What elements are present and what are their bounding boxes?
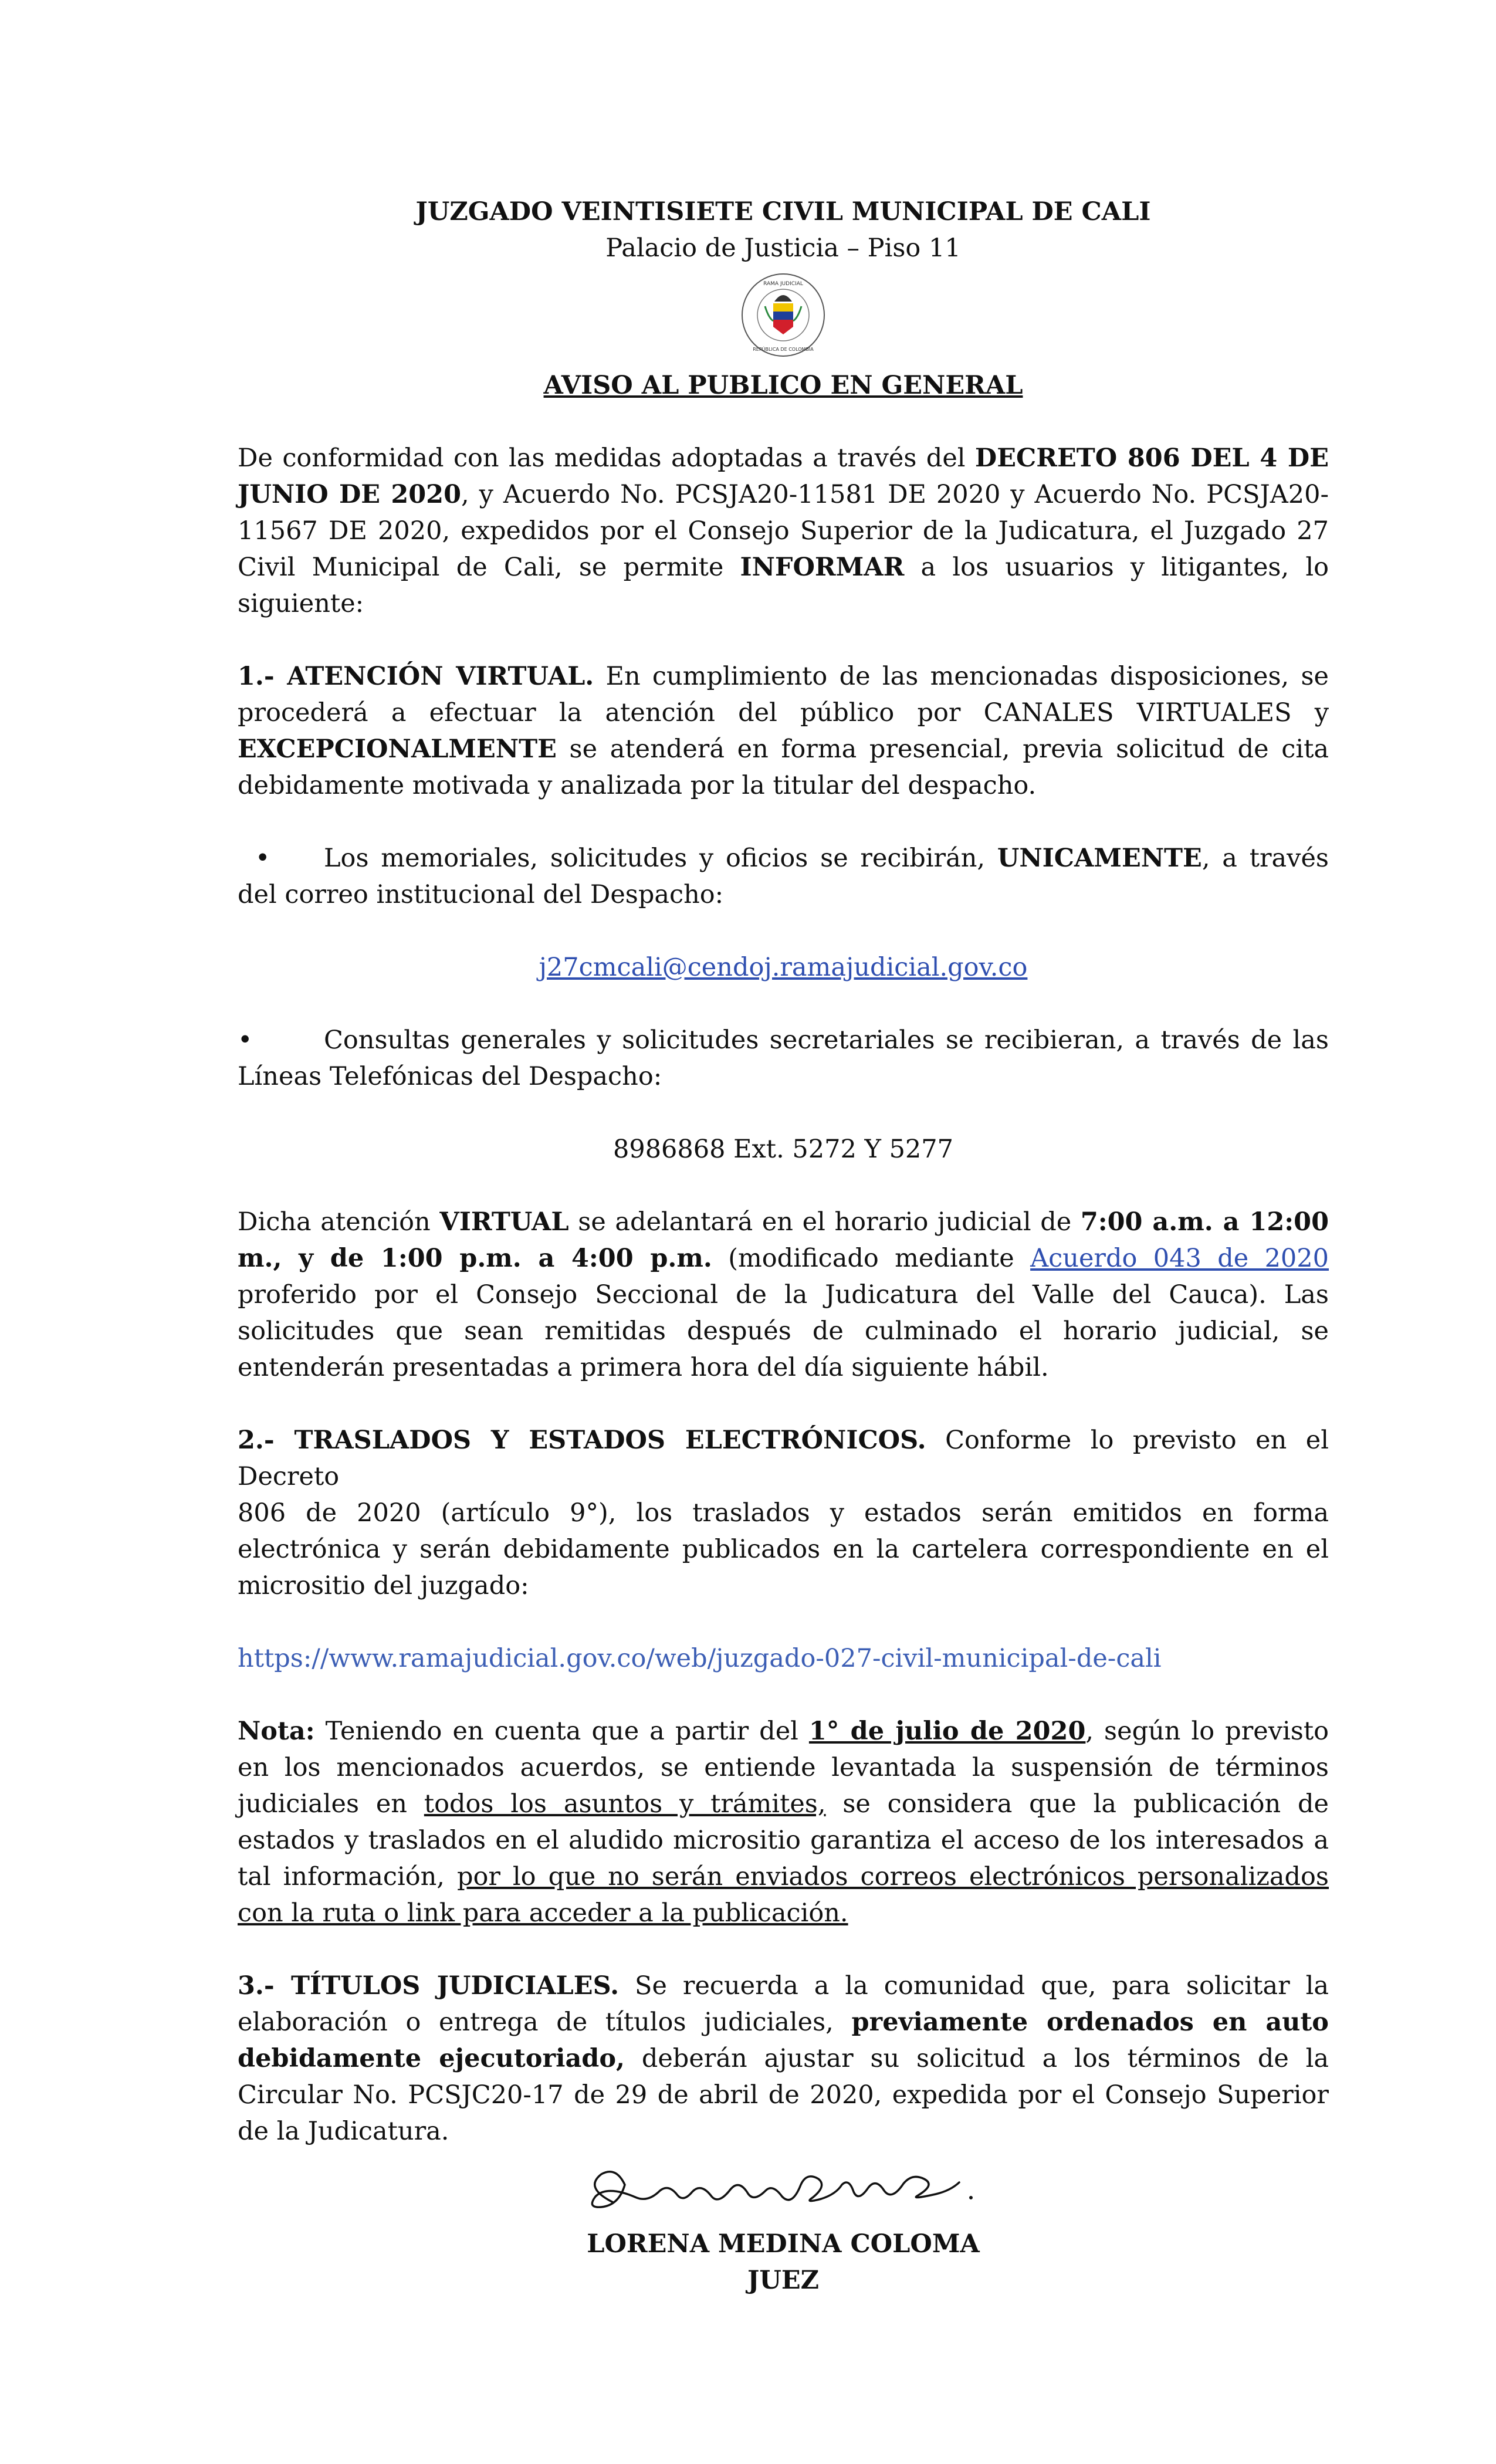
note-text: judiciales en [238,1789,424,1819]
hours-text: proferido por el Consejo Seccional de la Judicatura del Valle del Cauca). Las [238,1280,1329,1309]
hours-text: Dicha atención [238,1207,440,1237]
signature [238,2161,1329,2226]
unicamente-keyword: UNICAMENTE [997,844,1202,873]
seal [238,271,1329,359]
bullet-item-phone [238,1022,1329,1095]
virtual-keyword: VIRTUAL [439,1207,569,1237]
email-link[interactable]: j27cmcali@cendoj.ramajudicial.gov.co [539,953,1028,982]
decree-date: JUNIO DE 2020 [238,480,461,509]
bullet-text: Consultas generales y solicitudes secretariales se recibieran, a través de las [324,1025,1329,1055]
note-underlined: con la ruta o link para acceder a la publicación. [238,1898,848,1928]
bullet-text: Los memoriales, solicitudes y oficios se recibirán, [324,844,997,873]
hours-afternoon: m., y de 1:00 p.m. a 4:00 p.m. [238,1244,712,1273]
signer-role: JUEZ [747,2266,819,2295]
note-underlined: todos los asuntos y trámites, [424,1789,826,1819]
note-paragraph [238,1713,1329,1931]
document-page [238,194,1329,2299]
microsite-url[interactable]: https://www.ramajudicial.gov.co/web/juzgado-027-civil-municipal-de-cali [238,1644,1162,1673]
notice-title: AVISO AL PUBLICO EN GENERAL [543,371,1023,400]
bullet-item-email [238,840,1329,913]
exceptionally-keyword: EXCEPCIONALMENTE [238,735,557,764]
section-electronic-transfers [238,1422,1329,1604]
section-text: electrónica y serán debidamente publicados en la cartelera correspondiente en el [238,1535,1329,1564]
section-text: elaboración o entrega de títulos judiciales, [238,2008,852,2037]
court-location: Palacio de Justicia – Piso 11 [605,233,961,263]
note-text: estados y traslados en el aludido micrositio garantiza el acceso de los interesados a [238,1826,1329,1855]
court-name: JUZGADO VEINTISIETE CIVIL MUNICIPAL DE CALI [415,197,1151,226]
section-text: deberán ajustar su solicitud a los términos de la [625,2044,1329,2073]
intro-text: 11567 DE 2020, expedidos por el Consejo Superior de la Judicatura, el Juzgado 27 [238,516,1329,546]
decree-ref: DECRETO 806 DEL 4 DE [974,444,1329,473]
section-heading: 1.- ATENCIÓN VIRTUAL. [238,662,594,691]
note-text: en los mencionados acuerdos, se entiende levantada la suspensión de términos [238,1753,1329,1782]
bullet-icon: • [238,1025,253,1055]
section-text: de la Judicatura. [238,2117,449,2146]
intro-text: Civil Municipal de Cali, se permite [238,553,740,582]
hours-text: (modificado mediante [712,1244,1031,1273]
agreement-link[interactable]: Acuerdo 043 de 2020 [1030,1244,1329,1273]
section-heading: 2.- TRASLADOS Y ESTADOS ELECTRÓNICOS. [238,1426,926,1455]
hours-paragraph [238,1204,1329,1386]
note-text: , según lo previsto [1085,1717,1329,1746]
signer-name: LORENA MEDINA COLOMA [587,2229,980,2259]
handwritten-signature-icon [560,2161,1006,2226]
phone-number: 8986868 Ext. 5272 Y 5277 [612,1135,954,1164]
intro-text: siguiente: [238,589,364,618]
bullet-text: , a través [1201,844,1329,873]
note-underlined: por lo que no serán enviados correos electrónicos personalizados [456,1862,1329,1891]
section-text: 806 de 2020 (artículo 9°), los traslados y estados serán emitidos en forma [238,1498,1329,1528]
section-text: se atenderá en forma presencial, previa solicitud de cita [556,735,1329,764]
svg-text:REPÚBLICA DE COLOMBIA: REPÚBLICA DE COLOMBIA [753,347,814,352]
section-text: micrositio del juzgado: [238,1571,529,1600]
section-text: En cumplimiento de las mencionadas disposiciones, se [594,662,1329,691]
section-judicial-titles [238,1968,1329,2150]
hours-text: entenderán presentadas a primera hora del día siguiente hábil. [238,1353,1049,1382]
effective-date: 1° de julio de 2020 [808,1717,1086,1746]
intro-text: , y Acuerdo No. PCSJA20-11581 DE 2020 y Acuerdo No. PCSJA20- [461,480,1329,509]
section-virtual-attention [238,658,1329,804]
bullet-text: Líneas Telefónicas del Despacho: [238,1062,662,1091]
informar-keyword: INFORMAR [740,553,905,582]
rama-judicial-seal-icon [739,271,827,359]
section-bold: debidamente ejecutoriado, [238,2044,625,2073]
hours-morning: 7:00 a.m. a 12:00 [1080,1207,1329,1237]
intro-text: a los usuarios y litigantes, lo [904,553,1329,582]
hours-text: solicitudes que sean remitidas después de culminado el horario judicial, se [238,1316,1329,1346]
section-text: Se recuerda a la comunidad que, para solicitar la [619,1971,1329,2001]
bullet-icon: • [255,844,270,873]
note-text: tal información, [238,1862,457,1891]
note-text: Teniendo en cuenta que a partir del [314,1717,809,1746]
section-text: debidamente motivada y analizada por la titular del despacho. [238,771,1037,800]
section-text: Conforme lo previsto en el Decreto [238,1426,1329,1491]
hours-text: se adelantará en el horario judicial de [568,1207,1081,1237]
section-text: Circular No. PCSJC20-17 de 29 de abril de 2020, expedida por el Consejo Superior [238,2080,1329,2110]
note-text: se considera que la publicación de [825,1789,1329,1819]
section-bold: previamente ordenados en auto [851,2008,1329,2037]
note-label: Nota: [238,1717,315,1746]
section-text: procederá a efectuar la atención del público por CANALES VIRTUALES y [238,698,1329,727]
bullet-text: del correo institucional del Despacho: [238,880,724,909]
intro-paragraph [238,440,1329,622]
section-heading: 3.- TÍTULOS JUDICIALES. [238,1971,620,2001]
intro-text: De conformidad con las medidas adoptadas a través del [238,444,975,473]
svg-text:RAMA JUDICIAL: RAMA JUDICIAL [763,281,803,287]
